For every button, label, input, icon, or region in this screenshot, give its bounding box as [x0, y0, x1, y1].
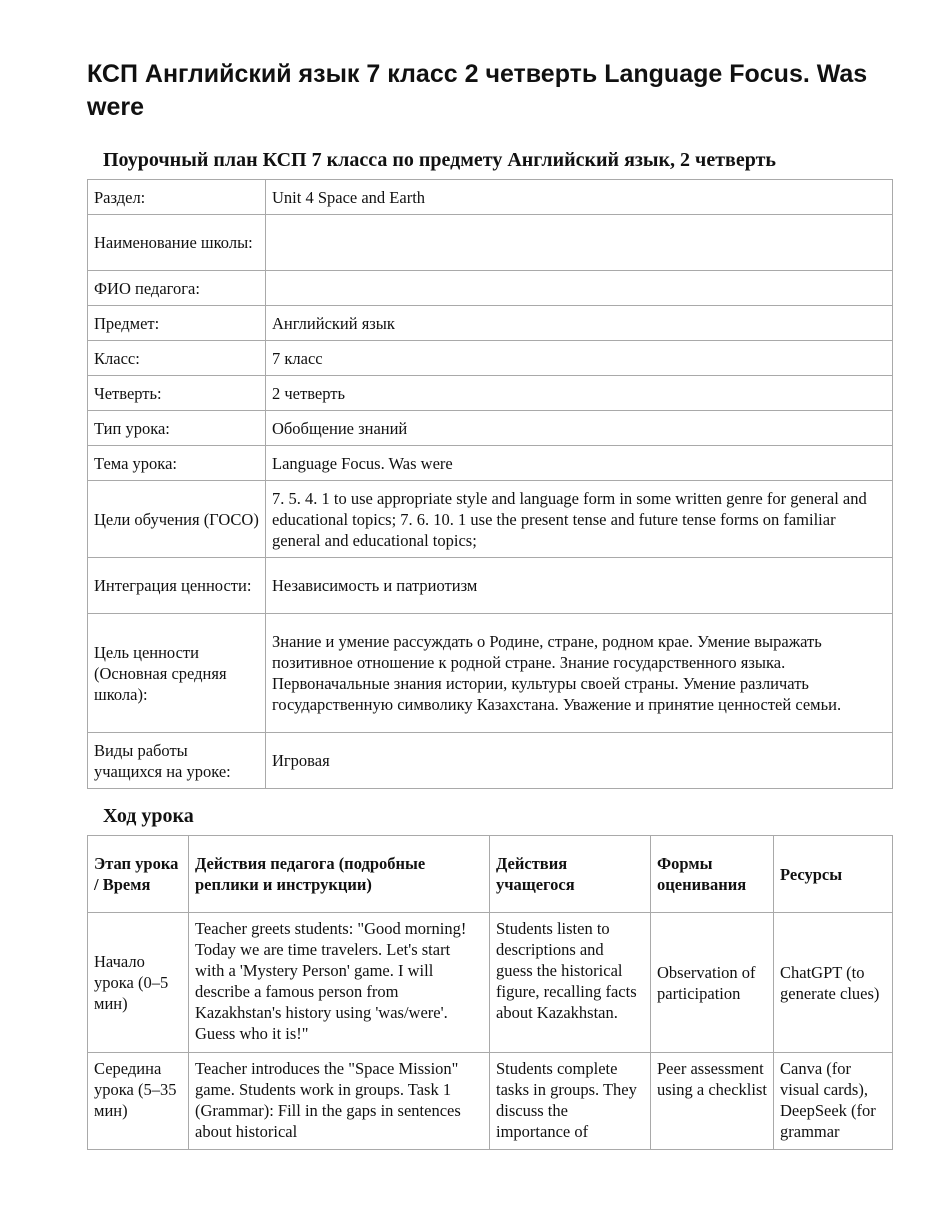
- table-row: [88, 614, 893, 733]
- info-label: Четверть:: [88, 376, 266, 411]
- student-actions-cell: Students complete tasks in groups. They discuss the importance of: [490, 1053, 651, 1150]
- info-value: 7. 5. 4. 1 to use appropriate style and language form in some written genre for general and educational topics; 7. 6. 10. 1 use the present tense and future tense forms on familiar general and educational topics;: [266, 481, 893, 558]
- info-label: Раздел:: [88, 180, 266, 215]
- student-actions-cell: Students listen to descriptions and guess the historical figure, recalling facts about Kazakhstan.: [490, 913, 651, 1053]
- table-row: [88, 215, 893, 271]
- assessment-cell: Peer assessment using a checklist: [651, 1053, 774, 1150]
- table-row: [88, 376, 893, 411]
- info-label: Цель ценности (Основная средняя школа):: [88, 614, 266, 733]
- table-row: [88, 306, 893, 341]
- info-value: 2 четверть: [266, 376, 893, 411]
- teacher-actions-cell: Teacher greets students: "Good morning! Today we are time travelers. Let's start with a 'Mystery Person' game. I will describe a famous person from Kazakhstan's history using 'was/were'. Guess who it is!": [189, 913, 490, 1053]
- table-row: [88, 271, 893, 306]
- info-value: Unit 4 Space and Earth: [266, 180, 893, 215]
- table-row: [88, 180, 893, 215]
- info-value: Независимость и патриотизм: [266, 558, 893, 614]
- info-value: [266, 215, 893, 271]
- table-row: [88, 481, 893, 558]
- info-value: Английский язык: [266, 306, 893, 341]
- info-value: Обобщение знаний: [266, 411, 893, 446]
- table-row: [88, 446, 893, 481]
- column-header: Ресурсы: [774, 836, 893, 913]
- info-value: Language Focus. Was were: [266, 446, 893, 481]
- lesson-progress-table: [87, 835, 893, 1150]
- info-value: [266, 271, 893, 306]
- table-row: [88, 411, 893, 446]
- info-label: Класс:: [88, 341, 266, 376]
- assessment-cell: Observation of participation: [651, 913, 774, 1053]
- table-header-row: [88, 836, 893, 913]
- info-label: Тема урока:: [88, 446, 266, 481]
- document-title: КСП Английский язык 7 класс 2 четверть Language Focus. Was were: [87, 60, 868, 121]
- info-value: 7 класс: [266, 341, 893, 376]
- info-label: Интеграция ценности:: [88, 558, 266, 614]
- resources-cell: Canva (for visual cards), DeepSeek (for grammar: [774, 1053, 893, 1150]
- info-label: Наименование школы:: [88, 215, 266, 271]
- column-header: Этап урока / Время: [88, 836, 189, 913]
- info-label: ФИО педагога:: [88, 271, 266, 306]
- info-label: Тип урока:: [88, 411, 266, 446]
- plan-heading: Поурочный план КСП 7 класса по предмету Английский язык, 2 четверть: [103, 149, 776, 171]
- resources-cell: ChatGPT (to generate clues): [774, 913, 893, 1053]
- info-label: Виды работы учащихся на уроке:: [88, 733, 266, 789]
- info-label: Цели обучения (ГОСО): [88, 481, 266, 558]
- info-value: Знание и умение рассуждать о Родине, стране, родном крае. Умение выражать позитивное отношение к родной стране. Знание государственного языка. Первоначальные знания истории, культуры своей страны. Умение различать государственную символику Казахстана. Уважение и принятие ценностей семьи.: [266, 614, 893, 733]
- info-label: Предмет:: [88, 306, 266, 341]
- stage-cell: Начало урока (0–5 мин): [88, 913, 189, 1053]
- column-header: Действия учащегося: [490, 836, 651, 913]
- stage-cell: Середина урока (5–35 мин): [88, 1053, 189, 1150]
- table-row: [88, 913, 893, 1053]
- column-header: Формы оценивания: [651, 836, 774, 913]
- lesson-info-table: [87, 179, 893, 789]
- column-header: Действия педагога (подробные реплики и инструкции): [189, 836, 490, 913]
- teacher-actions-cell: Teacher introduces the "Space Mission" game. Students work in groups. Task 1 (Grammar): Fill in the gaps in sentences about historical: [189, 1053, 490, 1150]
- table-row: [88, 733, 893, 789]
- lesson-progress-heading: Ход урока: [103, 805, 194, 827]
- table-row: [88, 341, 893, 376]
- info-value: Игровая: [266, 733, 893, 789]
- table-row: [88, 1053, 893, 1150]
- table-row: [88, 558, 893, 614]
